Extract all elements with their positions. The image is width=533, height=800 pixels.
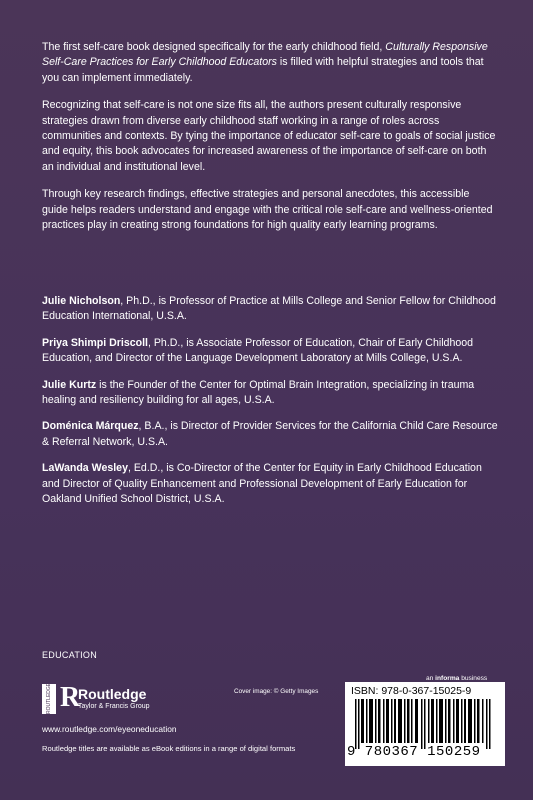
description-paragraph-2: Recognizing that self-care is not one size fits all, the authors present culturally responsive strategies drawn from diverse early childhood staff working in a range of roles across communities and contexts. By tying the importance of educator self-care to goals of social justice and equity, this book advocates for increased awareness of the importance of self-care on both an individual and institutional level.: [42, 99, 496, 173]
author-bio-text: , B.A., is Director of Provider Services for the California Child Care Resource & Referral Network, U.S.A.: [42, 420, 498, 448]
informa-tagline: [426, 675, 487, 682]
logo-side-box: ROUTLEDGE: [42, 684, 56, 714]
book-description: [42, 40, 498, 245]
informa-suffix: business: [459, 675, 488, 682]
ebook-note: Routledge titles are available as eBook editions in a range of digital formats: [42, 744, 296, 753]
author-bio-text: , Ph.D., is Professor of Practice at Mills College and Senior Fellow for Childhood Education International, U.S.A.: [42, 295, 496, 323]
author-name: LaWanda Wesley: [42, 462, 128, 475]
publisher-website: www.routledge.com/eyeoneducation: [42, 724, 177, 734]
routledge-logo: [42, 684, 162, 714]
author-name: Julie Kurtz: [42, 378, 97, 391]
author-bio: [42, 336, 498, 367]
author-bio: [42, 294, 498, 325]
description-tail: is filled with helpful strategies and tools that you can implement immediately.: [42, 56, 484, 84]
barcode-icon: [349, 699, 501, 749]
barcode-panel: [345, 682, 505, 766]
author-bios: [42, 294, 498, 518]
author-name: Doménica Márquez: [42, 420, 139, 433]
publisher-group: Taylor & Francis Group: [78, 703, 150, 710]
subject-category: EDUCATION: [42, 650, 98, 660]
informa-brand: informa: [435, 675, 460, 682]
description-paragraph-3: Through key research findings, effective strategies and personal anecdotes, this accessible guide helps readers understand and engage with the critical role self-care and wellness-oriented practices play in creating strong foundations for high quality early learning programs.: [42, 188, 493, 232]
description-lead: The first self-care book designed specifically for the early childhood field,: [42, 41, 386, 53]
isbn-text: ISBN: 978-0-367-15025-9: [351, 685, 472, 697]
author-bio: [42, 378, 498, 409]
author-bio: [42, 461, 498, 507]
description-paragraph-1: [42, 40, 498, 86]
author-bio-text: , Ph.D., is Associate Professor of Education, Chair of Early Childhood Education, and Director of the Language Development Laboratory at Mills College, U.S.A.: [42, 336, 474, 365]
informa-prefix: an: [426, 675, 436, 682]
author-name: Julie Nicholson: [42, 295, 121, 307]
book-title-italic: Culturally Responsive Self-Care Practices for Early Childhood Educators: [42, 41, 488, 69]
author-name: Priya Shimpi Driscoll: [42, 336, 148, 349]
publisher-name: Routledge: [78, 686, 147, 702]
author-bio-text: is the Founder of the Center for Optimal Brain Integration, specializing in trauma healing and resiliency building for all ages, U.S.A.: [42, 378, 475, 407]
cover-image-credit: Cover image: © Getty Images: [234, 688, 319, 695]
barcode-digits: 9 780367 150259: [347, 744, 481, 760]
r-mark-icon: R: [60, 682, 81, 713]
author-bio-text: , Ed.D., is Co-Director of the Center for Equity in Early Childhood Education and Director of Quality Enhancement and Professional Development of Early Education for Oakland Unified School District, U.S.A.: [42, 462, 482, 506]
author-bio: [42, 419, 498, 450]
